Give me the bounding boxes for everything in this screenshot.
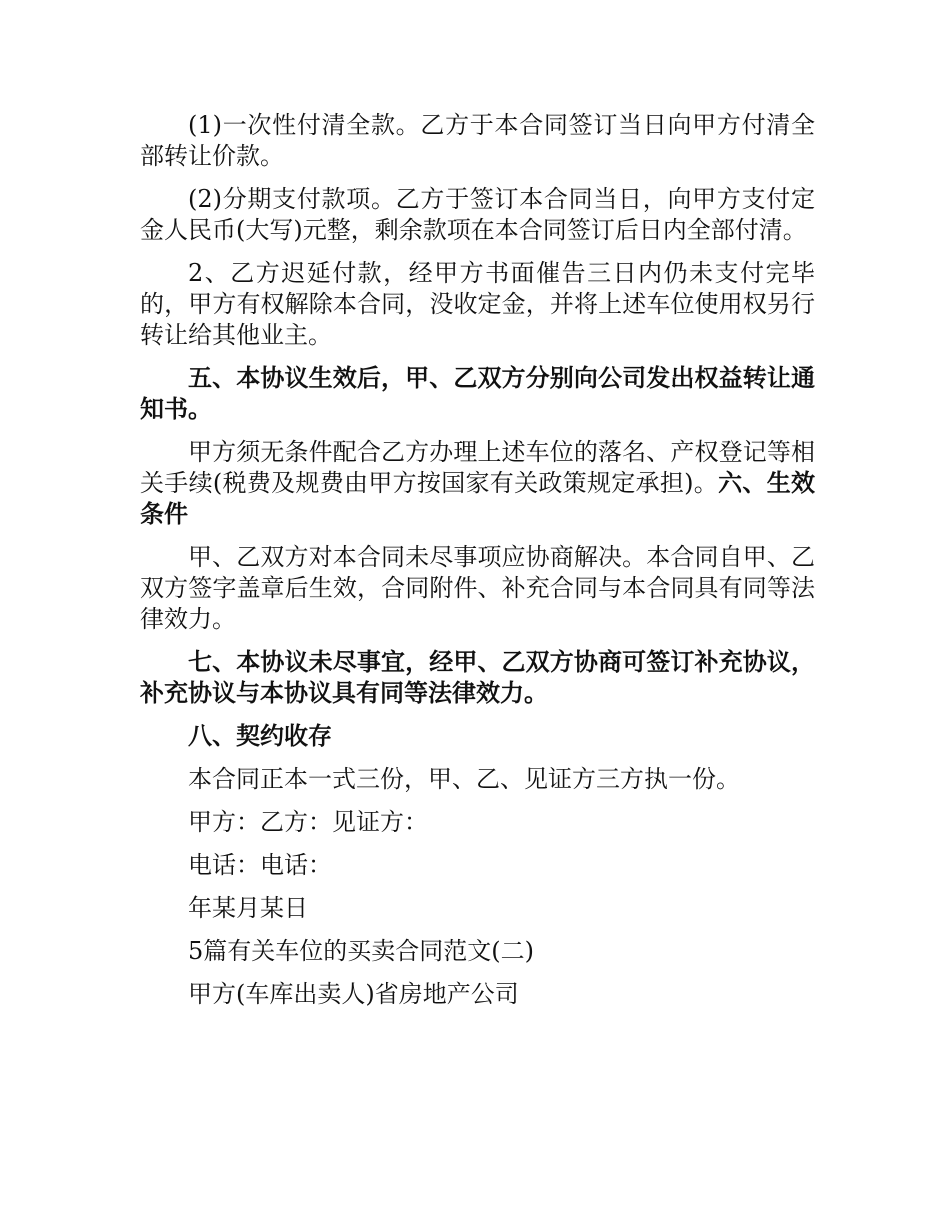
party-a-line: 甲方(车库出卖人)省房地产公司 [188,980,519,1008]
paragraph-copies: 本合同正本一式三份，甲、乙、见证方三方执一份。 [188,765,740,793]
paragraph-full-payment: (1)一次性付清全款。乙方于本合同签订当日向甲方付清全部转让价款。 [140,111,815,170]
second-contract-title: 5篇有关车位的买卖合同范文(二) [188,937,534,965]
heading-section-eight: 八、契约收存 [188,722,332,750]
paragraph-late-payment: 2、乙方迟延付款，经甲方书面催告三日内仍未支付完毕的，甲方有权解除本合同，没收定金，并将上述车位使用权另行转让给其他业主。 [140,259,815,349]
heading-section-seven: 七、本协议未尽事宜，经甲、乙双方协商可签订补充协议，补充协议与本协议具有同等法律效力。 [140,648,815,707]
signature-parties-line: 甲方：乙方：见证方： [188,808,428,836]
document-page [140,110,815,1022]
paragraph-transfer-procedures-text: 甲方须无条件配合乙方办理上述车位的落名、产权登记等相关手续(税费及规费由甲方按国家有关政策规定承担)。 [140,438,815,497]
phone-line: 电话：电话： [188,851,332,879]
paragraph-transfer-procedures [140,437,815,530]
heading-section-six: 六、生效条件 [140,469,815,528]
paragraph-effectiveness: 甲、乙双方对本合同未尽事项应协商解决。本合同自甲、乙双方签字盖章后生效，合同附件、补充合同与本合同具有同等法律效力。 [140,543,815,633]
paragraph-installment-payment: (2)分期支付款项。乙方于签订本合同当日，向甲方支付定金人民币(大写)元整，剩余款项在本合同签订后日内全部付清。 [140,185,815,244]
heading-section-five: 五、本协议生效后，甲、乙双方分别向公司发出权益转让通知书。 [140,364,815,423]
date-line: 年某月某日 [188,894,308,922]
